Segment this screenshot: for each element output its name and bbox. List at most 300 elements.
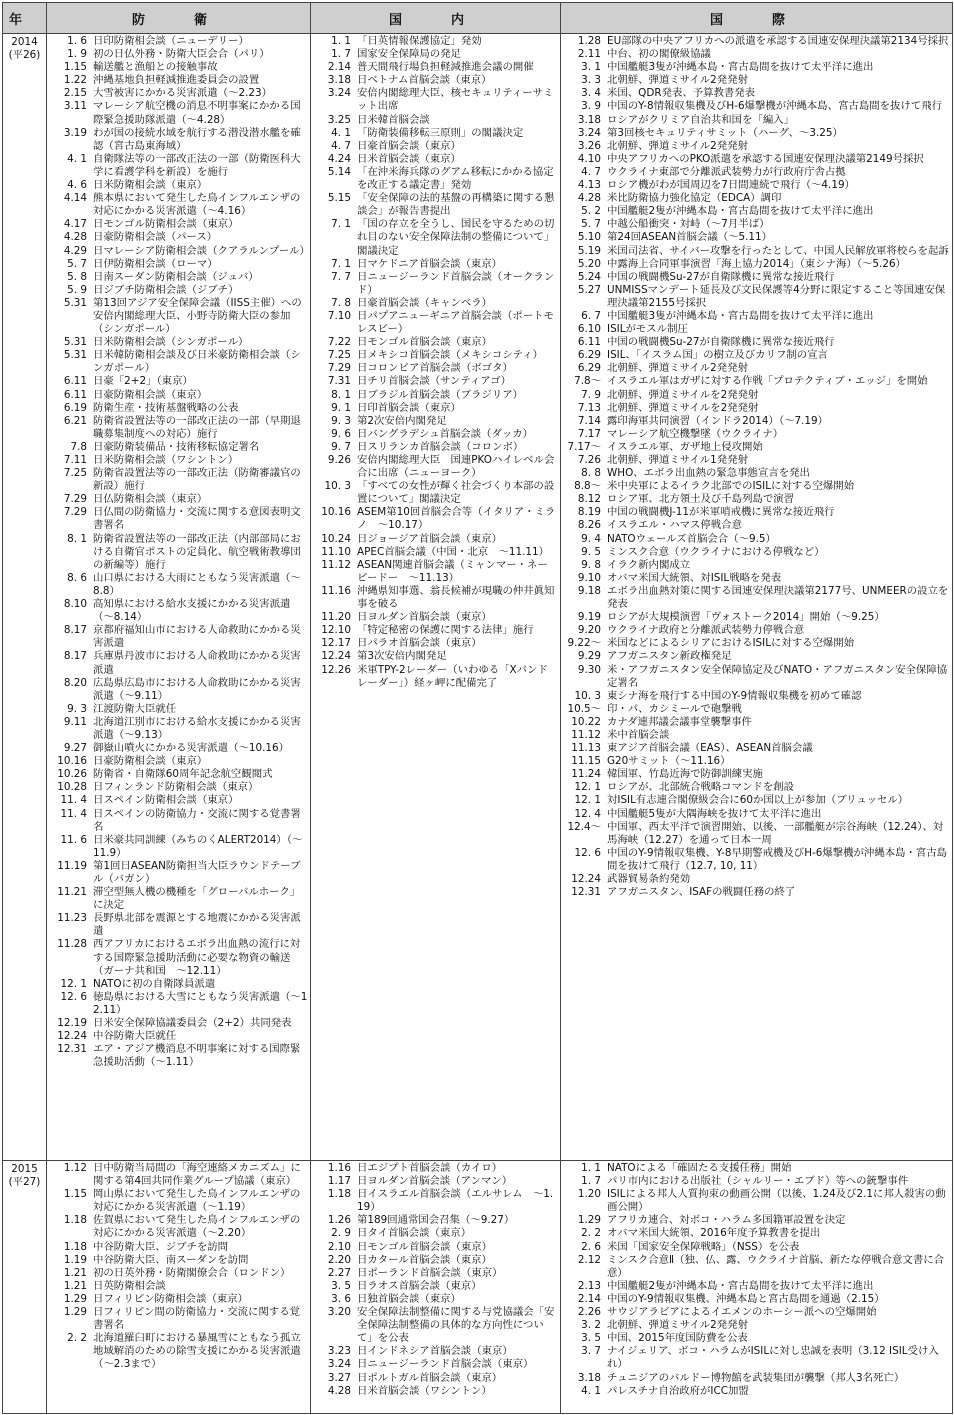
event-date: 2.13 <box>577 1279 601 1292</box>
event-text: 沖縄県知事選、翁長候補が現職の仲井眞知事を破る <box>357 584 555 611</box>
event-date: 9.20 <box>577 624 601 637</box>
event-date: 7.14 <box>577 414 601 427</box>
event-entry <box>563 703 950 716</box>
event-entry <box>563 742 950 755</box>
event-date: 1.29 <box>577 1214 601 1227</box>
event-date: 1.21 <box>63 1279 87 1292</box>
event-text: 国家安全保障局の発足 <box>357 48 461 61</box>
event-date: 9. 6 <box>331 427 351 440</box>
event-text: 山口県における大雨にともなう災害派遣（～8.8） <box>93 571 301 597</box>
event-date: 9. 4 <box>581 532 601 545</box>
event-entry <box>563 493 950 506</box>
event-date: 12. 6 <box>60 990 87 1003</box>
event-text: ロシアが、北部統合戦略コマンドを創設 <box>607 781 795 794</box>
event-entry <box>49 834 308 860</box>
year-label: 2015 <box>11 1163 38 1175</box>
event-entry <box>563 48 950 61</box>
event-text: 中国のY-8情報収集機及びH-6爆撃機が沖縄本島、宮古島間を抜けて飛行 <box>607 100 942 113</box>
event-date: 4.14 <box>63 192 87 205</box>
event-date: 2.15 <box>63 87 87 100</box>
event-date: 7. 1 <box>331 257 351 270</box>
event-entry <box>49 742 308 755</box>
event-text: 第189回通常国会召集（～9.27） <box>357 1214 515 1227</box>
event-entry <box>49 336 308 349</box>
event-text: 日ヨルダン首脳会談（アンマン） <box>357 1175 513 1188</box>
event-date: 9.19 <box>577 611 601 624</box>
event-date: 4. 1 <box>331 126 351 139</box>
event-text: 大雪被害にかかる災害派遣（～2.23） <box>93 87 272 100</box>
event-date: 7. 8 <box>331 296 351 309</box>
event-date: 9.29 <box>577 650 601 663</box>
event-date: 8. 1 <box>331 388 351 401</box>
event-date: 3. 5 <box>581 1332 601 1345</box>
event-date: 1. 1 <box>581 1162 601 1174</box>
event-date: 8.26 <box>577 519 601 532</box>
event-entry <box>563 572 950 585</box>
event-date: 12. 1 <box>60 977 87 990</box>
event-date: 12.10 <box>321 624 351 637</box>
event-date: 7.13 <box>577 401 601 414</box>
event-date: 1.20 <box>577 1188 601 1201</box>
event-text: 中国、2015年度国防費を公表 <box>607 1332 748 1345</box>
event-entry <box>49 624 308 650</box>
event-text: 日伊防衛相会談（ローマ） <box>93 257 218 270</box>
event-text: 普天間飛行場負担軽減推進会議の開催 <box>357 61 534 74</box>
event-date: 6.11 <box>63 375 87 388</box>
event-text: 日イスラエル首脳会談（エルサレム ～1.19） <box>357 1188 554 1214</box>
event-text: 日豪防衛相会談（東京） <box>93 388 208 401</box>
event-text: ロシアがクリミア自治共和国を「編入」 <box>607 113 795 126</box>
event-entry <box>563 100 950 113</box>
event-date: 1.15 <box>63 61 87 74</box>
event-entry <box>563 192 950 205</box>
event-text: 防衛省・自衛隊60周年記念航空観閲式 <box>93 768 273 781</box>
event-date: 12. 1 <box>574 781 601 794</box>
event-entry <box>313 87 558 113</box>
event-text: ミンスク合意Ⅱ（独、仏、露、ウクライナ首脳、新たな停戦合意文書に合意） <box>607 1253 944 1279</box>
event-text: オバマ米国大統領、2016年度予算教書を提出 <box>607 1227 821 1240</box>
event-text: 日ジブチ防衛相会談（ジブチ） <box>93 283 239 296</box>
event-date: 12.31 <box>57 1043 87 1056</box>
event-date: 7. 7 <box>331 270 351 283</box>
event-date: 3.20 <box>327 1306 351 1319</box>
event-text: APEC首脳会議（中国・北京 ～11.11） <box>357 545 550 558</box>
event-text: 中国艦艇3隻が沖縄本島・宮古島間を抜けて太平洋に進出 <box>607 309 874 322</box>
event-date: 9. 8 <box>581 558 601 571</box>
event-text: 「国の存立を全うし、国民を守るための切れ目のない安全保障法制の整備について」閣議決定 <box>357 218 555 257</box>
event-entry <box>313 585 558 611</box>
event-text: 日スペインの防衛協力・交流に関する覚書署名 <box>93 807 301 833</box>
event-date: 2.20 <box>327 1253 351 1266</box>
event-entry <box>313 650 558 663</box>
event-text: 対ISIL有志連合閣僚級会合に60か国以上が参加（ブリュッセル） <box>607 794 909 807</box>
event-text: 米中央軍によるイラク北部でのISILに対する空爆開始 <box>607 480 855 493</box>
event-text: 日豪防衛装備品・技術移転協定署名 <box>93 440 260 453</box>
event-date: 9. 7 <box>331 440 351 453</box>
event-date: 8.19 <box>577 506 601 519</box>
event-date: 2. 6 <box>581 1240 601 1253</box>
event-date: 9. 1 <box>331 401 351 414</box>
event-text: 日タイ首脳会談（東京） <box>357 1227 472 1240</box>
event-text: 日スペイン防衛相会談（東京） <box>93 794 239 807</box>
event-text: 印・パ、カシミールで砲撃戦 <box>607 702 742 715</box>
era-label: (平26) <box>8 49 41 61</box>
event-date: 5.20 <box>577 257 601 270</box>
chronology-table <box>2 2 953 1414</box>
event-date: 12. 6 <box>574 846 601 859</box>
event-date: 9. 5 <box>581 545 601 558</box>
event-text: 米国「国家安全保障戦略」（NSS）を公表 <box>607 1240 800 1253</box>
event-text: 高知県における給水支援にかかる災害派遣（～8.14） <box>93 598 291 624</box>
event-text: オバマ米国大統領、対ISIL戦略を発表 <box>607 571 782 584</box>
event-entry <box>313 48 558 61</box>
event-entry <box>49 886 308 912</box>
event-entry <box>49 860 308 886</box>
event-date: 8.20 <box>63 676 87 689</box>
event-date: 4.24 <box>327 152 351 165</box>
event-entry <box>563 781 950 794</box>
event-date: 9.10 <box>577 571 601 584</box>
event-text: 御嶽山噴火にかかる災害派遣（～10.16） <box>93 742 289 755</box>
event-date: 12.26 <box>321 663 351 676</box>
event-entry <box>49 1162 308 1188</box>
event-entry <box>313 1227 558 1240</box>
event-text: 中国の戦闘機J-11が米軍哨戒機に異常な接近飛行 <box>607 506 835 519</box>
event-entry <box>49 192 308 218</box>
event-text: 「在沖米海兵隊のグアム移転にかかる協定を改正する議定書」発効 <box>357 165 554 192</box>
event-entry <box>313 559 558 585</box>
event-entry <box>49 375 308 388</box>
event-text: 輸送艦と漁船との接触事故 <box>93 61 218 74</box>
event-entry <box>563 1372 950 1385</box>
event-text: カナダ連邦議会議事堂襲撃事件 <box>607 715 752 728</box>
event-date: 3. 9 <box>581 100 601 113</box>
event-date: 9.18 <box>577 584 601 597</box>
event-date: 3.27 <box>327 1371 351 1384</box>
event-text: 佐賀県において発生した鳥インフルエンザの対応にかかる災害派遣（～2.20） <box>93 1214 301 1240</box>
event-text: 米・アフガニスタン安全保障協定及びNATO・アフガニスタン安全保障協定署名 <box>607 663 948 689</box>
event-entry <box>49 1293 308 1306</box>
event-date: 5.24 <box>577 270 601 283</box>
event-date: 11.28 <box>57 938 87 951</box>
event-date: 1.15 <box>63 1188 87 1201</box>
international-cell <box>561 1161 953 1414</box>
event-entry <box>563 336 950 349</box>
event-text: 日ジョージア首脳会談（東京） <box>357 532 503 545</box>
event-date: 3.26 <box>577 139 601 152</box>
event-date: 5. 2 <box>581 205 601 218</box>
event-entry <box>563 258 950 271</box>
event-date: 3.24 <box>577 126 601 139</box>
event-text: 「すべての女性が輝く社会づくり本部の設置について」閣議決定 <box>357 480 555 506</box>
event-entry <box>563 323 950 336</box>
event-text: ミンスク合意（ウクライナにおける停戦など） <box>607 545 825 558</box>
event-text: 中国軍、西太平洋で演習開始、以後、一部艦艇が宗谷海峡（12.24）、対馬海峡（12.27）を通って日本一周 <box>607 820 944 846</box>
event-text: 日米防衛相会談（シンガポール） <box>93 336 249 349</box>
event-text: 韓国軍、竹島近海で防御訓練実施 <box>607 768 763 781</box>
event-entry <box>563 310 950 323</box>
event-entry <box>313 428 558 441</box>
event-text: 日南スーダン防衛相会談（ジュバ） <box>93 270 259 283</box>
event-date: 10. 3 <box>574 689 601 702</box>
event-entry <box>313 362 558 375</box>
event-text: NATOによる「確固たる支援任務」開始 <box>607 1162 792 1174</box>
event-date: 7.8～ <box>574 375 601 388</box>
event-entry <box>49 271 308 284</box>
event-text: イスラエル軍、ガザ地上侵攻開始 <box>607 440 763 453</box>
event-text: 米国、QDR発表、予算教書発表 <box>607 87 756 100</box>
event-entry <box>49 349 308 375</box>
event-text: アフリカ連合、対ボコ・ハラム多国籍軍設置を決定 <box>607 1214 846 1227</box>
event-text: 中国の戦闘機Su-27が自衛隊機に異常な接近飛行 <box>607 270 835 283</box>
event-text: 日インドネシア首脳会談（東京） <box>357 1345 513 1358</box>
event-entry <box>563 1345 950 1371</box>
event-text: 日米首脳会談（東京） <box>357 152 461 165</box>
event-text: 日パラオ首脳会談（東京） <box>357 637 482 650</box>
event-entry <box>563 794 950 807</box>
event-date: 4.10 <box>577 152 601 165</box>
event-entry <box>563 362 950 375</box>
event-date: 2. 2 <box>581 1227 601 1240</box>
event-date: 1.21 <box>63 1266 87 1279</box>
event-text: 中国のY-9情報収集機、沖縄本島と宮古島間を通過（2.15） <box>607 1292 885 1305</box>
year-row-2015 <box>3 1161 953 1414</box>
event-text: 初の日英外務・防衛閣僚会合（ロンドン） <box>93 1266 291 1279</box>
event-date: 3. 7 <box>581 1345 601 1358</box>
event-text: 日エジプト首脳会談（カイロ） <box>357 1162 503 1174</box>
year-label: 2014 <box>11 36 38 48</box>
event-text: 日ポーランド首脳会談（東京） <box>357 1266 503 1279</box>
event-date: 7.29 <box>327 362 351 375</box>
event-entry <box>313 1188 558 1214</box>
event-entry <box>563 768 950 781</box>
event-entry <box>49 572 308 598</box>
event-entry <box>313 664 558 690</box>
event-date: 7.17～ <box>567 440 601 453</box>
event-entry <box>563 546 950 559</box>
event-text: 日豪首脳会談（東京） <box>357 139 461 152</box>
event-text: 安倍内閣総理大臣、核セキュリティーサミット出席 <box>357 87 554 113</box>
event-text: 日豪首脳会談（キャンベラ） <box>357 296 493 309</box>
event-text: UNMISSマンデート延長及び文民保護等4分野に限定すること等国連安保理決議第2155号採択 <box>607 283 946 309</box>
event-text: 兵庫県丹波市における人命救助にかかる災害派遣 <box>93 650 301 676</box>
event-date: 4.28 <box>577 192 601 205</box>
event-date: 4. 1 <box>67 152 87 165</box>
event-text: ASEAN関連首脳会議（ミャンマー・ネーピードー ～11.13） <box>357 558 548 584</box>
event-date: 7.8 <box>70 440 87 453</box>
event-date: 3.24 <box>327 87 351 100</box>
event-entry <box>49 61 308 74</box>
event-text: 日メキシコ首脳会談（メキシコシティ） <box>357 349 543 362</box>
event-text: アフガニスタン新政権発足 <box>607 650 732 663</box>
event-date: 5.10 <box>577 231 601 244</box>
event-entry <box>49 794 308 807</box>
event-entry <box>563 441 950 454</box>
event-text: NATOに初の自衛隊員派遣 <box>93 977 216 990</box>
event-entry <box>313 1385 558 1398</box>
event-entry <box>563 519 950 532</box>
event-date: 4. 7 <box>331 139 351 152</box>
event-date: 10.16 <box>57 755 87 768</box>
event-entry <box>313 611 558 624</box>
event-text: 日モンゴル首脳会談（東京） <box>357 1240 493 1253</box>
event-date: 2.12 <box>577 1253 601 1266</box>
event-entry <box>313 480 558 506</box>
event-date: 1.12 <box>63 1162 87 1174</box>
event-date: 2.14 <box>577 1292 601 1305</box>
event-date: 8.10 <box>63 598 87 611</box>
event-text: マレーシア航空機撃墜（ウクライナ） <box>607 427 784 440</box>
event-text: チュニジアのバルドー博物館を武装集団が襲撃（邦人3名死亡） <box>607 1371 905 1384</box>
event-entry <box>563 87 950 100</box>
event-entry <box>563 205 950 218</box>
event-text: 日チリ首脳会談（サンティアゴ） <box>357 375 511 388</box>
event-text: 日独首脳会談（東京） <box>357 1292 461 1305</box>
event-entry <box>313 1241 558 1254</box>
event-entry <box>563 271 950 284</box>
event-text: アフガニスタン、ISAFの戦闘任務の終了 <box>607 886 796 899</box>
event-entry <box>563 349 950 362</box>
event-entry <box>313 1214 558 1227</box>
event-text: 日米安全保障協議委員会（2+2）共同発表 <box>93 1017 292 1030</box>
event-text: 北海道江別市における給水支援にかかる災害派遣（～9.13） <box>93 715 301 741</box>
event-date: 5.14 <box>327 165 351 178</box>
event-text: 米国などによるシリアにおけるISILに対する空爆開始 <box>607 637 855 650</box>
event-entry <box>313 35 558 48</box>
event-date: 4.28 <box>63 231 87 244</box>
event-entry <box>563 821 950 847</box>
event-date: 9.27 <box>63 742 87 755</box>
event-text: 西アフリカにおけるエボラ出血熱の流行に対する国際緊急援助活動に必要な物資の輸送（ガーナ共和国 ～12.11） <box>93 938 301 977</box>
event-text: 第2次安倍内閣発足 <box>357 414 447 427</box>
event-text: 日バングラデシュ首脳会談（ダッカ） <box>357 427 534 440</box>
event-date: 6.10 <box>577 323 601 336</box>
year-row-2014 <box>3 34 953 1161</box>
event-entry <box>563 1175 950 1188</box>
event-entry <box>563 389 950 402</box>
header-international: 国 際 <box>561 3 953 34</box>
event-entry <box>313 310 558 336</box>
event-entry <box>49 467 308 493</box>
event-date: 12.4～ <box>567 820 601 833</box>
event-entry <box>49 389 308 402</box>
event-date: 2. 2 <box>67 1332 87 1345</box>
event-date: 4.29 <box>63 244 87 257</box>
event-text: 米軍TPY-2レーダー（いわゆる「Xバンドレーダー」）経ヶ岬に配備完了 <box>357 663 548 689</box>
event-entry <box>49 991 308 1017</box>
event-date: 5.19 <box>577 244 601 257</box>
event-entry <box>563 808 950 821</box>
event-entry <box>49 1188 308 1214</box>
event-text: 自衛隊法等の一部改正法の一部（防衛医科大学に看護学科を新設）を施行 <box>93 152 301 178</box>
event-date: 1.26 <box>327 1214 351 1227</box>
event-entry <box>49 454 308 467</box>
event-text: 第24回ASEAN首脳会議（～5.11） <box>607 231 773 244</box>
event-entry <box>563 61 950 74</box>
event-date: 3. 5 <box>331 1279 351 1292</box>
event-entry <box>49 1280 308 1293</box>
event-text: WHO、エボラ出血熱の緊急事態宣言を発出 <box>607 467 810 480</box>
event-date: 3. 3 <box>581 74 601 87</box>
event-entry <box>49 441 308 454</box>
event-entry <box>313 218 558 257</box>
event-entry <box>563 218 950 231</box>
event-text: 防衛省設置法等の一部改正法（内部部局における自衛官ポストの定員化、航空戦術教導団の新編等）施行 <box>93 532 301 571</box>
event-date: 8. 8 <box>581 467 601 480</box>
event-entry <box>563 375 950 388</box>
event-date: 2.26 <box>577 1306 601 1319</box>
event-text: 第3次安倍内閣発足 <box>357 650 447 663</box>
event-text: NATOウェールズ首脳会合（～9.5） <box>607 532 776 545</box>
event-date: 2.11 <box>577 48 601 61</box>
event-date: 7. 9 <box>581 388 601 401</box>
event-text: 中国艦艇5隻が大隅海峡を抜けて太平洋に進出 <box>607 807 822 820</box>
domestic-cell <box>311 34 561 1161</box>
event-date: 7.17 <box>577 427 601 440</box>
event-date: 1.28 <box>577 35 601 47</box>
event-date: 5.31 <box>63 349 87 362</box>
event-text: ナイジェリア、ボコ・ハラムがISILに対し忠誠を表明（3.12 ISIL受け入れ） <box>607 1345 939 1371</box>
event-entry <box>49 978 308 991</box>
event-entry <box>563 624 950 637</box>
event-text: 日ブラジル首脳会談（ブラジリア） <box>357 388 523 401</box>
event-text: 日豪「2+2」（東京） <box>93 375 193 388</box>
header-row <box>3 3 953 34</box>
event-date: 3. 6 <box>331 1292 351 1305</box>
event-date: 6.11 <box>577 336 601 349</box>
event-text: わが国の接続水域を航行する潜没潜水艦を確認（宮古島東海域） <box>93 126 301 152</box>
event-text: 長野県北部を震源とする地震にかかる災害派遣 <box>93 912 301 938</box>
event-text: 日米首脳会談（ワシントン） <box>357 1384 492 1397</box>
event-entry <box>563 114 950 127</box>
event-date: 11.21 <box>57 886 87 899</box>
event-text: 北朝鮮、弾道ミサイル2発発射 <box>607 139 748 152</box>
event-date: 7.26 <box>577 454 601 466</box>
event-text: 防衛省設置法等の一部改正法の一部（早期退職募集制度への対応）施行 <box>93 414 301 440</box>
event-entry <box>49 245 308 258</box>
event-text: ISILによる邦人人質拘束の動画公開（以後、1.24及び2.1に邦人殺害の動画公開） <box>607 1188 946 1214</box>
event-date: 5. 7 <box>67 257 87 270</box>
event-entry <box>563 1280 950 1293</box>
event-date: 1.18 <box>63 1214 87 1227</box>
event-entry <box>49 1017 308 1030</box>
event-entry <box>563 611 950 624</box>
event-text: 第13回アジア安全保障会議（IISS主催）への安倍内閣総理大臣、小野寺防衛大臣の参加（シンガポール） <box>93 296 302 336</box>
event-text: 「日英情報保護協定」発効 <box>357 35 482 47</box>
event-date: 1.16 <box>327 1162 351 1174</box>
event-date: 1. 1 <box>331 35 351 47</box>
event-entry <box>49 74 308 87</box>
event-entry <box>313 192 558 218</box>
event-text: 武器貿易条約発効 <box>607 873 691 885</box>
event-date: 3.23 <box>327 1345 351 1358</box>
event-entry <box>49 677 308 703</box>
event-entry <box>49 781 308 794</box>
event-entry <box>313 375 558 388</box>
event-date: 11.24 <box>571 768 601 781</box>
event-date: 11. 4 <box>60 794 87 807</box>
event-entry <box>563 153 950 166</box>
event-text: 日フィリピン間の防衛協力・交流に関する覚書署名 <box>93 1306 300 1332</box>
event-date: 12.31 <box>571 886 601 899</box>
event-date: 2.14 <box>327 61 351 74</box>
event-entry <box>563 650 950 663</box>
event-date: 11.16 <box>321 584 351 597</box>
event-date: 1. 9 <box>67 48 87 61</box>
event-date: 12.24 <box>321 650 351 663</box>
event-date: 8. 1 <box>67 532 87 545</box>
event-entry <box>49 755 308 768</box>
